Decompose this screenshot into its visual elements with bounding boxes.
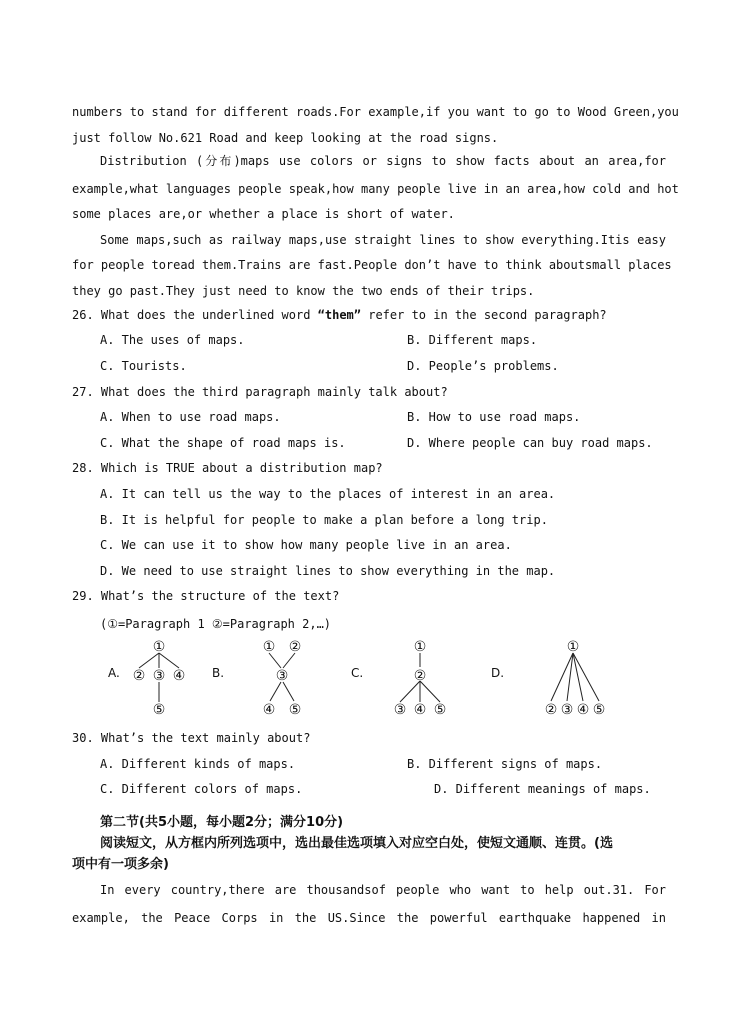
diagram-b-node-5: ⑤ bbox=[288, 702, 302, 718]
diagram-b-node-2: ② bbox=[288, 639, 302, 655]
passage-line-7: for people toread them.Trains are fast.People don’t have to think aboutsmall places bbox=[72, 258, 672, 272]
q26-option-b[interactable]: B. Different maps. bbox=[407, 333, 538, 347]
q29-option-d[interactable]: D. bbox=[491, 666, 505, 680]
q28-option-c[interactable]: C. We can use it to show how many people live in an area. bbox=[100, 538, 512, 552]
q26-stem bbox=[72, 307, 666, 323]
q29-option-b[interactable]: B. bbox=[212, 666, 225, 680]
passage-line-1: numbers to stand for different roads.For example,if you want to go to Wood Green,you bbox=[72, 105, 679, 119]
q27-option-c[interactable]: C. What the shape of road maps is. bbox=[100, 436, 346, 450]
diagram-d-node-4: ④ bbox=[576, 702, 590, 718]
q27-option-a[interactable]: A. When to use road maps. bbox=[100, 410, 281, 424]
section2-passage-line-2: example, the Peace Corps in the US.Since the powerful earthquake happened in bbox=[72, 911, 666, 925]
section2-title: 第二节(共5小题，每小题2分；满分10分) bbox=[100, 815, 344, 830]
q28-option-b[interactable]: B. It is helpful for people to make a plan before a long trip. bbox=[100, 513, 548, 527]
diagram-d-node-5: ⑤ bbox=[592, 702, 606, 718]
q26-option-a[interactable]: A. The uses of maps. bbox=[100, 333, 245, 347]
q29-legend: (①=Paragraph 1 ②=Paragraph 2,…) bbox=[100, 617, 332, 631]
section2-passage-line-1: In every country,there are thousandsof people who want to help out.31. For bbox=[100, 883, 666, 897]
diagram-a-node-4: ④ bbox=[172, 668, 186, 684]
diagram-c-node-5: ⑤ bbox=[433, 702, 447, 718]
q30-option-d[interactable]: D. Different meanings of maps. bbox=[434, 782, 651, 796]
diagram-c-node-4: ④ bbox=[413, 702, 427, 718]
q26-stem-end: refer to in the second paragraph? bbox=[361, 308, 607, 322]
diagram-c-node-3: ③ bbox=[393, 702, 407, 718]
diagram-a-node-2: ② bbox=[132, 668, 146, 684]
passage-line-6: Some maps,such as railway maps,use straight lines to show everything.Itis easy bbox=[100, 233, 666, 247]
diagram-c-node-1: ① bbox=[413, 639, 427, 655]
q29-stem: 29. What’s the structure of the text? bbox=[72, 589, 340, 603]
diagram-c-node-2: ② bbox=[413, 668, 427, 684]
diagram-a-node-1: ① bbox=[152, 639, 166, 655]
q26-underlined-word: “them” bbox=[317, 308, 361, 322]
diagram-b-node-4: ④ bbox=[262, 702, 276, 718]
diagram-d-node-1: ① bbox=[566, 639, 580, 655]
diagram-d-node-2: ② bbox=[544, 702, 558, 718]
diagram-a-node-3: ③ bbox=[152, 668, 166, 684]
q26-stem-start: 26. What does the underlined word bbox=[72, 308, 318, 322]
passage-line-4: example,what languages people speak,how many people live in an area,how cold and hot bbox=[72, 182, 679, 196]
section2-instruction-1: 阅读短文，从方框内所列选项中，选出最佳选项填入对应空白处，使短文通顺、连贯。(选 bbox=[100, 836, 613, 851]
q28-option-d[interactable]: D. We need to use straight lines to show everything in the map. bbox=[100, 564, 556, 578]
q27-stem: 27. What does the third paragraph mainly talk about? bbox=[72, 385, 448, 399]
diagram-b-node-3: ③ bbox=[275, 668, 289, 684]
q28-option-a[interactable]: A. It can tell us the way to the places of interest in an area. bbox=[100, 487, 556, 501]
passage-line-8: they go past.They just need to know the two ends of their trips. bbox=[72, 284, 535, 298]
q30-option-c[interactable]: C. Different colors of maps. bbox=[100, 782, 303, 796]
q29-option-a[interactable]: A. bbox=[108, 666, 120, 680]
q30-option-a[interactable]: A. Different kinds of maps. bbox=[100, 757, 296, 771]
diagram-d-node-3: ③ bbox=[560, 702, 574, 718]
q29-structure-diagrams bbox=[0, 630, 737, 722]
q26-option-d[interactable]: D. People’s problems. bbox=[407, 359, 559, 373]
q27-option-d[interactable]: D. Where people can buy road maps. bbox=[407, 436, 653, 450]
passage-line-5: some places are,or whether a place is short of water. bbox=[72, 207, 455, 221]
passage-line-2: just follow No.621 Road and keep looking at the road signs. bbox=[72, 131, 499, 145]
q27-option-b[interactable]: B. How to use road maps. bbox=[407, 410, 581, 424]
q28-stem: 28. Which is TRUE about a distribution map? bbox=[72, 461, 383, 475]
diagram-b-node-1: ① bbox=[262, 639, 276, 655]
diagram-a-node-5: ⑤ bbox=[152, 702, 166, 718]
section2-instruction-2: 项中有一项多余) bbox=[72, 857, 169, 872]
q30-stem: 30. What’s the text mainly about? bbox=[72, 731, 311, 745]
q26-option-c[interactable]: C. Tourists. bbox=[100, 359, 187, 373]
passage-line-3: Distribution (分布)maps use colors or signs to show facts about an area,for bbox=[100, 154, 666, 168]
q30-option-b[interactable]: B. Different signs of maps. bbox=[407, 757, 603, 771]
q29-option-c[interactable]: C. bbox=[351, 666, 364, 680]
